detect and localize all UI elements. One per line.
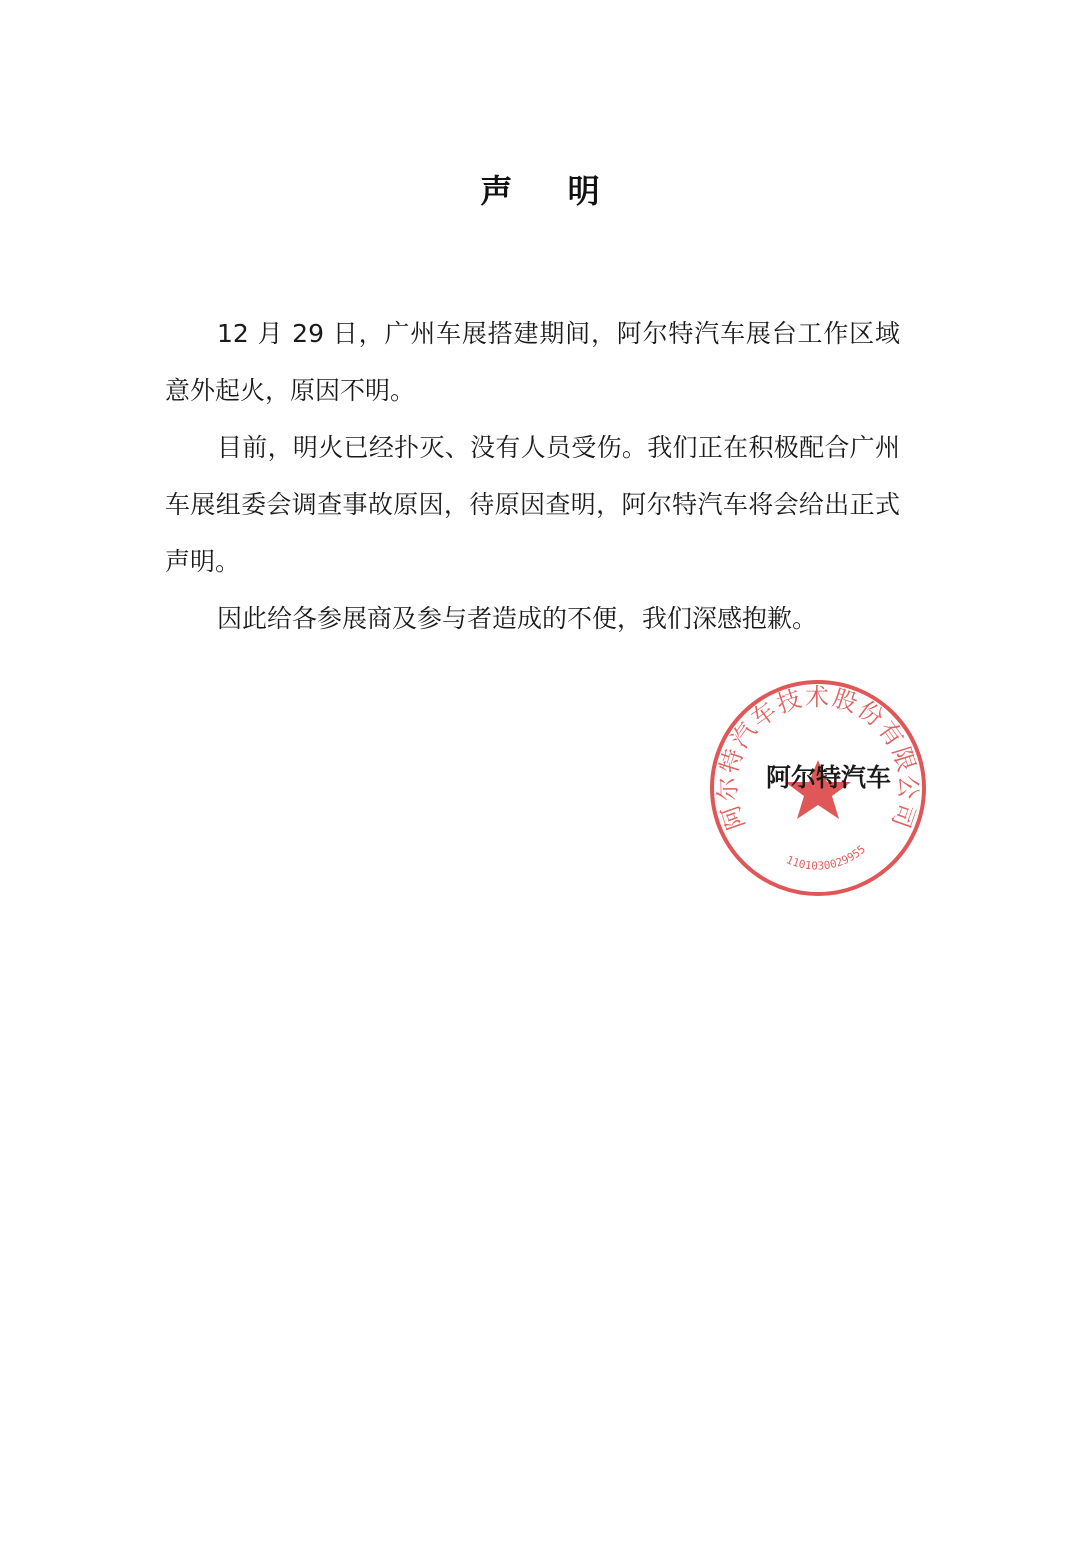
paragraph-3: 因此给各参展商及参与者造成的不便，我们深感抱歉。 — [217, 604, 818, 633]
seal-number-text: 1101030029955 — [784, 842, 869, 873]
paragraph-1: 12 月 29 日，广州车展搭建期间，阿尔特汽车展台工作区域意外起火，原因不明。 — [165, 319, 900, 405]
signature-company: 阿尔特汽车 — [766, 763, 892, 792]
paragraph-2: 目前，明火已经扑灭、没有人员受伤。我们正在积极配合广州车展组委会调查事故原因，待原因查明，阿尔特汽车将会给出正式声明。 — [165, 433, 900, 576]
document-body — [165, 305, 900, 647]
seal-ring-text: 阿尔特汽车技术股份有限公司 — [713, 682, 923, 834]
document-title: 声 明 — [480, 172, 622, 210]
